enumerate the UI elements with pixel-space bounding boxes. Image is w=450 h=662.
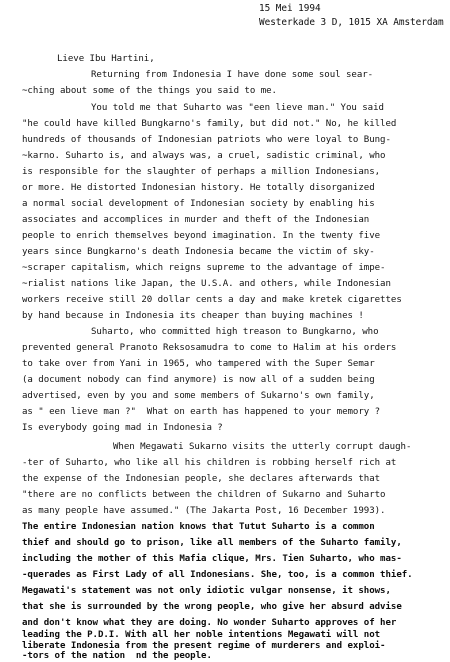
text-line: as " een lieve man ?" What on earth has happened to your memory ? — [22, 407, 381, 417]
text-line: When Megawati Sukarno visits the utterly corrupt daugh- — [113, 442, 412, 452]
letter-date: 15 Mei 1994 — [259, 3, 321, 14]
text-line: including the mother of this Mafia clique, Mrs. Tien Suharto, who mas- — [22, 554, 402, 564]
text-line: ~ching about some of the things you said to me. — [22, 86, 277, 96]
text-line: -tors of the nation nd the people. — [22, 651, 212, 661]
text-line: (a document nobody can find anymore) is now all of a sudden being — [22, 375, 375, 385]
text-line: thief and should go to prison, like all members of the Suharto family, — [22, 538, 402, 548]
sender-address: Westerkade 3 D, 1015 XA Amsterdam — [259, 17, 444, 28]
text-line: is responsible for the slaughter of perhaps a million Indonesians, — [22, 167, 381, 177]
text-line: ~karno. Suharto is, and always was, a cruel, sadistic criminal, who — [22, 151, 386, 161]
text-line: and don't know what they are doing. No wonder Suharto approves of her — [22, 618, 397, 628]
text-line: -ter of Suharto, who like all his children is robbing herself rich at — [22, 458, 397, 468]
text-line: by hand because in Indonesia its cheaper than buying machines ! — [22, 311, 364, 321]
text-line: The entire Indonesian nation knows that Tutut Suharto is a common — [22, 522, 375, 532]
text-line: as many people have assumed." (The Jakarta Post, 16 December 1993). — [22, 506, 386, 516]
text-line: advertised, even by you and some members of Sukarno's own family, — [22, 391, 375, 401]
text-line: ~rialist nations like Japan, the U.S.A. and others, while Indonesian — [22, 279, 391, 289]
text-line: You told me that Suharto was "een lieve man." You said — [91, 103, 384, 113]
text-line: "he could have killed Bungkarno's family, but did not." No, he killed — [22, 119, 397, 129]
text-line: -querades as First Lady of all Indonesians. She, too, is a common thief. — [22, 570, 413, 580]
text-line: or more. He distorted Indonesian history. He totally disorganized — [22, 183, 375, 193]
text-line: Megawati's statement was not only idiotic vulgar nonsense, it shows, — [22, 586, 391, 596]
text-line: associates and accomplices in murder and theft of the Indonesian — [22, 215, 370, 225]
text-line: to take over from Yani in 1965, who tampered with the Super Semar — [22, 359, 375, 369]
text-line: ~scraper capitalism, which reigns supreme to the advantage of impe- — [22, 263, 386, 273]
text-line: years since Bungkarno's death Indonesia became the victim of sky- — [22, 247, 375, 257]
text-line: the expense of the Indonesian people, she declares afterwards that — [22, 474, 381, 484]
salutation: Lieve Ibu Hartini, — [57, 54, 155, 64]
text-line: workers receive still 20 dollar cents a day and make kretek cigarettes — [22, 295, 402, 305]
text-line: Suharto, who committed high treason to Bungkarno, who — [91, 327, 379, 337]
text-line: people to enrich themselves beyond imagination. In the twenty five — [22, 231, 381, 241]
text-line: "there are no conflicts between the children of Sukarno and Suharto — [22, 490, 386, 500]
text-line: a normal social development of Indonesian society by enabling his — [22, 199, 375, 209]
text-line: prevented general Pranoto Reksosamudra to come to Halim at his orders — [22, 343, 397, 353]
text-line: that she is surrounded by the wrong people, who give her absurd advise — [22, 602, 402, 612]
text-line: Is everybody going mad in Indonesia ? — [22, 423, 223, 433]
text-line: hundreds of thousands of Indonesian patriots who were loyal to Bung- — [22, 135, 391, 145]
text-line: Returning from Indonesia I have done some soul sear- — [91, 70, 374, 80]
text-line: leading the P.D.I. With all her noble intentions Megawati will not — [22, 630, 381, 640]
text-line: liberate Indonesia from the present regime of murderers and exploi- — [22, 641, 386, 651]
